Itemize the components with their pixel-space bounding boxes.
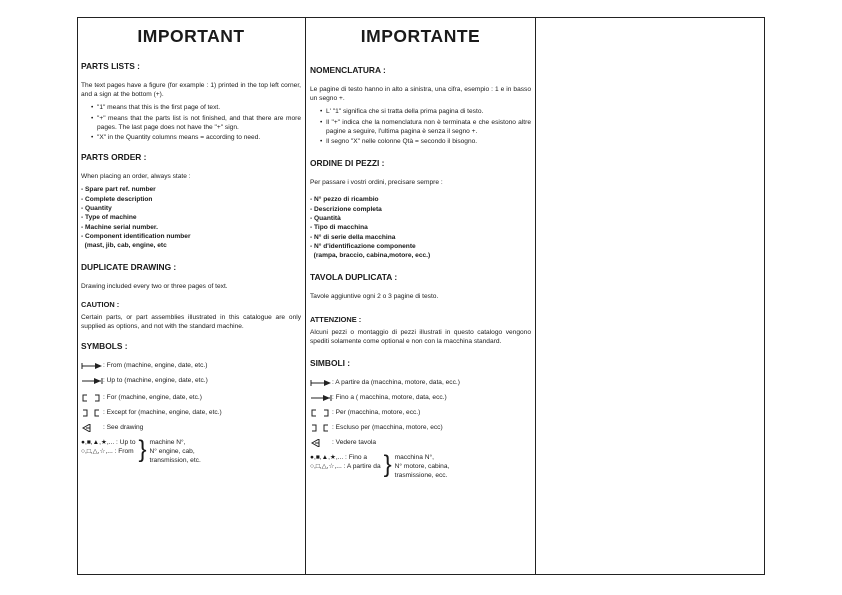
nomenclatura-heading: NOMENCLATURA : bbox=[310, 65, 386, 75]
simboli-heading: SIMBOLI : bbox=[310, 358, 351, 369]
parts-lists-intro: The text pages have a figure (for example : 1) printed in the top left corner, and a sign at the bottom (+). bbox=[81, 82, 301, 99]
from-arrow-icon bbox=[310, 379, 332, 387]
list-item: - Tipo di macchina bbox=[310, 224, 368, 232]
page-title: IMPORTANT bbox=[137, 26, 245, 46]
for-bracket-icon bbox=[310, 409, 332, 417]
list-item: - Quantity bbox=[81, 205, 112, 213]
list-item: - Type of machine bbox=[81, 214, 137, 222]
list-item: - Component identification number bbox=[81, 232, 191, 240]
ordine-list bbox=[310, 195, 531, 260]
from-arrow-icon bbox=[81, 362, 103, 370]
list-item: - N° pezzo di ricambio bbox=[310, 196, 379, 204]
symbols-heading: SYMBOLS : bbox=[81, 341, 128, 352]
symbol-from-label: : A partire da (macchina, motore, data, ecc.) bbox=[332, 379, 460, 387]
shape-symbols bbox=[81, 438, 301, 465]
machine-line: machine N°, bbox=[149, 439, 186, 447]
attenzione-text: Alcuni pezzi o montaggio di pezzi illustrati in questo catalogo vengono spediti solamente come optional e non con la macchina standard. bbox=[310, 328, 531, 345]
upto-arrow-icon bbox=[310, 394, 332, 402]
list-item: - Machine serial number. bbox=[81, 223, 158, 231]
symbol-row-except bbox=[310, 423, 531, 432]
nomenclatura-intro: Le pagine di testo hanno in alto a sinistra, una cifra, esempio : 1 e in basso un segno +. bbox=[310, 86, 531, 103]
page-title-it: IMPORTANTE bbox=[360, 26, 481, 46]
caution-text: Certain parts, or part assemblies illustrated in this catalogue are only supplied as options, and not with the standard machine. bbox=[81, 313, 301, 330]
nomenclatura-bullets bbox=[310, 107, 531, 146]
parts-lists-bullets bbox=[81, 103, 301, 142]
symbol-row-see bbox=[81, 423, 301, 432]
list-item: - Quantità bbox=[310, 215, 341, 223]
empty-column bbox=[536, 17, 765, 575]
for-bracket-icon bbox=[81, 394, 103, 402]
symbol-row-for bbox=[310, 408, 531, 417]
symbol-upto-label: : Fino a ( macchina, motore, data, ecc.) bbox=[332, 394, 447, 402]
brace-icon: } bbox=[138, 436, 147, 464]
tavola-heading: TAVOLA DUPLICATA : bbox=[310, 271, 398, 282]
parts-order-heading: PARTS ORDER : bbox=[81, 152, 147, 163]
parts-order-list bbox=[81, 185, 301, 250]
machine-line: N° motore, cabina, bbox=[394, 463, 450, 471]
symbol-row-except bbox=[81, 408, 301, 417]
brace-icon: } bbox=[383, 451, 392, 479]
symbol-row-from bbox=[310, 378, 531, 387]
list-item: • Il segno "X" nelle colonne Qtà = secondo il bisogno. bbox=[326, 137, 531, 146]
symbol-except-label: : Escluso per (macchina, motore, ecc) bbox=[332, 424, 443, 432]
duplicate-text: Drawing included every two or three pages of text. bbox=[81, 282, 228, 290]
machine-line: transmission, etc. bbox=[149, 457, 201, 465]
see-drawing-icon bbox=[310, 439, 332, 447]
machine-line: macchina N°, bbox=[394, 454, 434, 462]
caution-heading: CAUTION : bbox=[81, 299, 120, 309]
open-shapes-line: ○,□,△,☆,... : From bbox=[81, 448, 134, 456]
symbol-row-from bbox=[81, 361, 301, 370]
list-item: • L' "1" significa che si tratta della prima pagina di testo. bbox=[326, 107, 531, 116]
machine-line: N° engine, cab, bbox=[149, 448, 195, 456]
list-item: - Spare part ref. number bbox=[81, 186, 156, 194]
list-item: • "X" in the Quantity columns means = according to need. bbox=[97, 133, 301, 142]
except-bracket-icon bbox=[81, 409, 103, 417]
symbol-upto-label: : Up to (machine, engine, date, etc.) bbox=[103, 377, 208, 385]
filled-shapes-line: ●,■,▲,★,... : Up to bbox=[81, 439, 136, 447]
symbol-see-label: : See drawing bbox=[103, 424, 144, 432]
parts-lists-heading: PARTS LISTS : bbox=[81, 61, 140, 71]
machine-line: trasmissione, ecc. bbox=[394, 472, 448, 480]
duplicate-heading: DUPLICATE DRAWING : bbox=[81, 261, 177, 272]
except-bracket-icon bbox=[310, 424, 332, 432]
symbol-see-label: : Vedere tavola bbox=[332, 439, 376, 447]
list-item: - N° d'identificazione componente bbox=[310, 242, 416, 250]
ordine-intro: Per passare i vostri ordini, precisare sempre : bbox=[310, 179, 443, 187]
filled-shapes-line: ●,■,▲,★,... : Fino a bbox=[310, 454, 368, 462]
attenzione-heading: ATTENZIONE : bbox=[310, 314, 362, 324]
italian-column bbox=[306, 17, 536, 575]
tavola-text: Tavole aggiuntive ogni 2 o 3 pagine di testo. bbox=[310, 292, 439, 300]
list-item: - N° di serie della macchina bbox=[310, 233, 396, 241]
ordine-heading: ORDINE DI PEZZI : bbox=[310, 158, 385, 169]
list-item: • "1" means that this is the first page of text. bbox=[97, 103, 301, 112]
symbol-for-label: : For (machine, engine, date, etc.) bbox=[103, 394, 202, 402]
list-item: • "+" means that the parts list is not finished, and that there are more pages. The last page does not have the "+" sign. bbox=[97, 114, 301, 132]
see-drawing-icon bbox=[81, 424, 103, 432]
symbol-row-upto bbox=[310, 393, 531, 402]
symbol-except-label: : Except for (machine, engine, date, etc.) bbox=[103, 409, 222, 417]
symbol-row-for bbox=[81, 393, 301, 402]
list-item: (mast, jib, cab, engine, etc bbox=[81, 242, 167, 250]
symbol-for-label: : Per (macchina, motore, ecc.) bbox=[332, 409, 421, 417]
open-shapes-line: ○,□,△,☆,... : A partire da bbox=[310, 463, 381, 471]
list-item: - Descrizione completa bbox=[310, 205, 382, 213]
list-item: - Complete description bbox=[81, 195, 153, 203]
parts-order-intro: When placing an order, always state : bbox=[81, 173, 191, 181]
symbol-row-upto bbox=[81, 376, 301, 385]
symbol-row-see bbox=[310, 438, 531, 447]
upto-arrow-icon bbox=[81, 377, 103, 385]
list-item: • Il "+" indica che la nomenclatura non è terminata e che esistono altre pagine a seguire, l'ultima pagina è senza il segno +. bbox=[326, 118, 531, 136]
symbol-from-label: : From (machine, engine, date, etc.) bbox=[103, 362, 208, 370]
shape-symbols bbox=[310, 453, 531, 480]
english-column bbox=[77, 17, 306, 575]
list-item: (rampa, braccio, cabina,motore, ecc.) bbox=[310, 252, 431, 260]
